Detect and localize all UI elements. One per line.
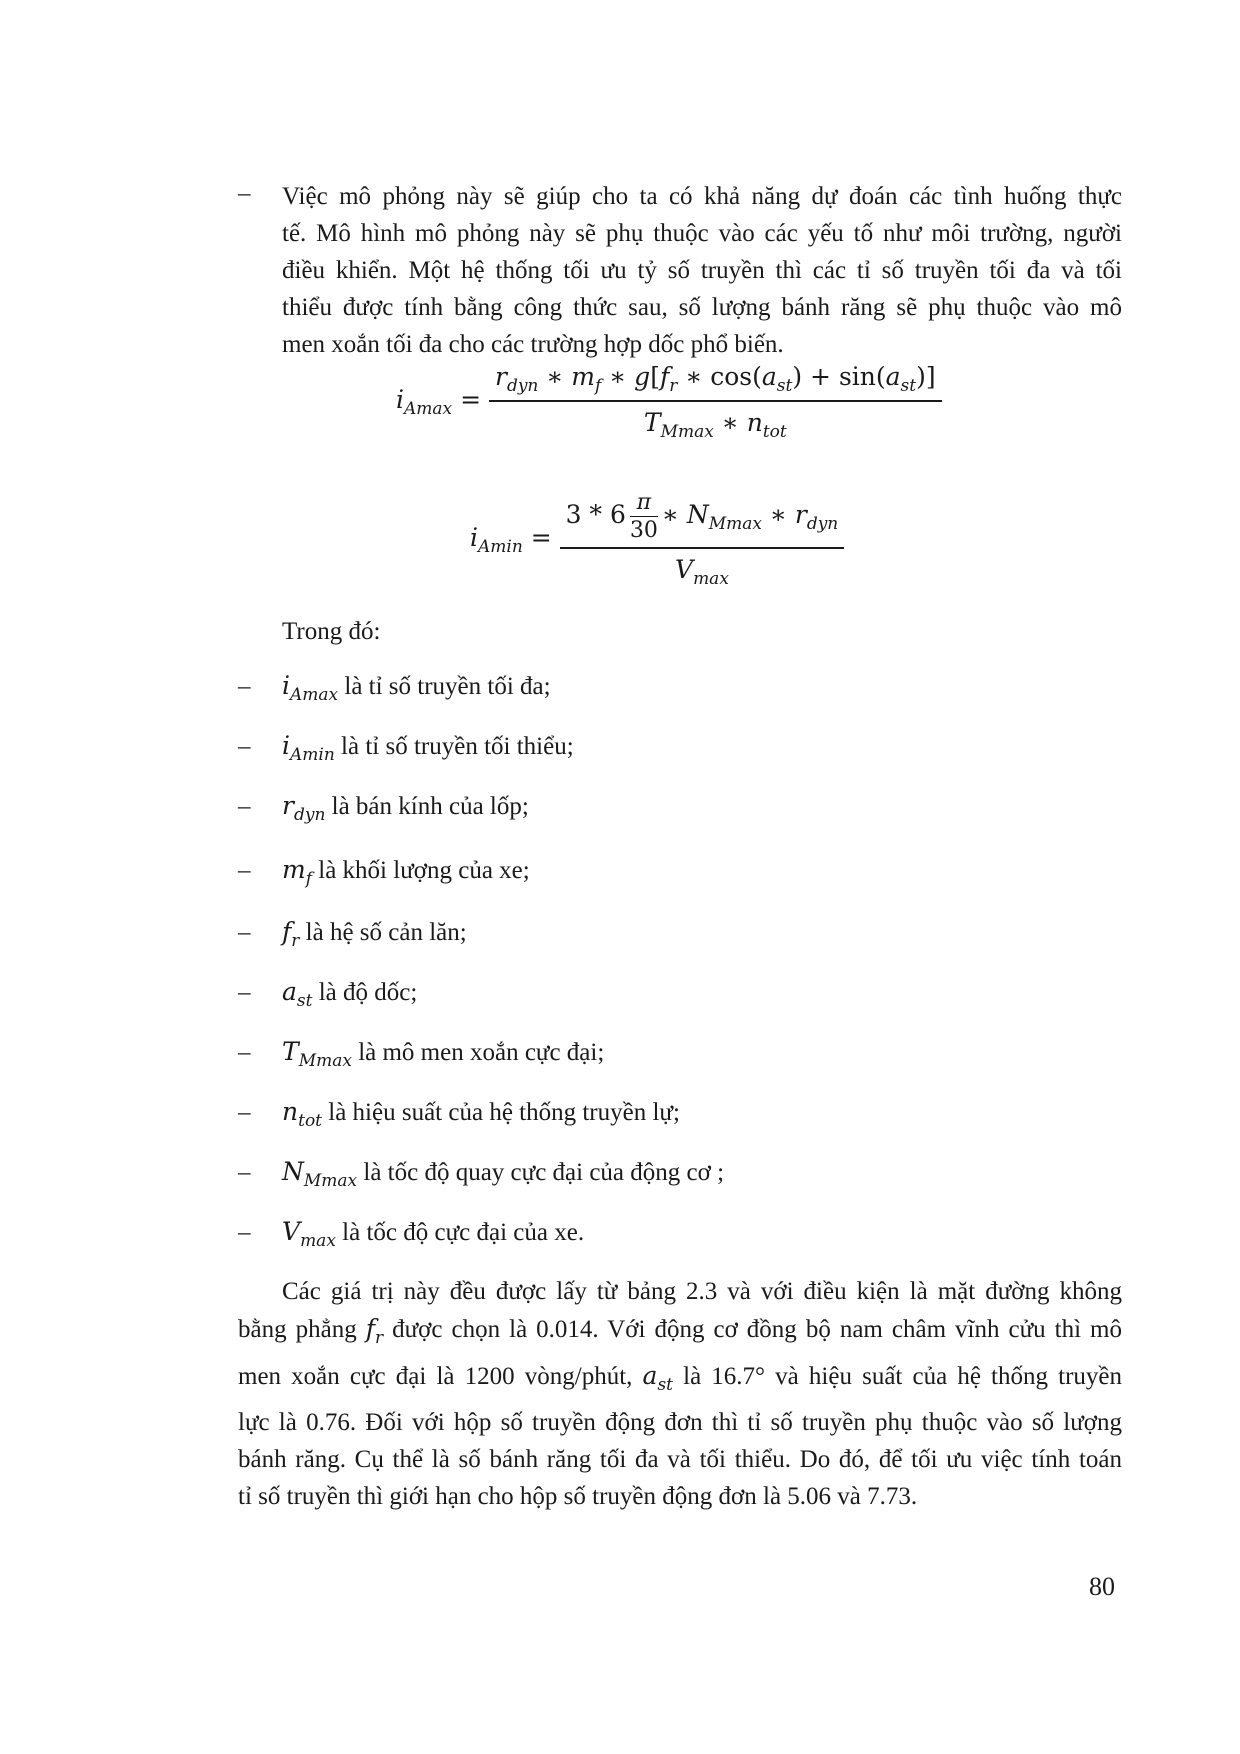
formula-iamin-numerator: 3 * 6 $\frac{\pi}{30}$ ∗ $N_{Mmax}$ ∗ $r_{dyn}$ [560, 490, 845, 549]
intro-bullet-text [282, 178, 1122, 363]
closing-line-2: bằng phẳng $f_r$ được chọn là 0.014. Với động cơ đồng bộ nam châm vĩnh cửu thì mô [238, 1314, 1122, 1348]
definition-item: $r_{dyn}$ là bán kính của lốp; [282, 791, 529, 825]
definition-item: $i_{Amax}$ là tỉ số truyền tối đa; [282, 671, 551, 705]
def-dash: – [238, 979, 251, 1006]
intro-line-2: tế. Mô hình mô phỏng này sẽ phụ thuộc vào các yếu tố như môi trường, người [282, 220, 1122, 247]
definition-item: $V_{max}$ là tốc độ cực đại của xe. [282, 1217, 585, 1251]
definition-item: $i_{Amin}$ là tỉ số truyền tối thiểu; [282, 731, 574, 765]
pi-over-30: $\frac{\pi}{30}$ [629, 490, 658, 543]
formula-iamin [470, 490, 844, 589]
formula-iamin-fraction [560, 490, 845, 589]
formula-iamax-fraction [489, 362, 942, 442]
definition-item: $n_{tot}$ là hiệu suất của hệ thống truyền lự; [282, 1097, 680, 1131]
formula-iamin-denominator: $V_{max}$ [675, 555, 729, 589]
def-dash: – [238, 673, 251, 700]
def-dash: – [238, 1219, 251, 1246]
def-dash: – [238, 857, 251, 884]
formula-iamin-lhs: $i_{Amin}$ = [470, 522, 552, 557]
def-dash: – [238, 793, 251, 820]
where-label: Trong đó: [282, 618, 381, 645]
definition-item: $a_{st}$ là độ dốc; [282, 977, 418, 1011]
closing-paragraph [238, 1273, 1122, 1515]
intro-line-5: men xoắn tối đa cho các trường hợp dốc phổ biến. [282, 331, 784, 358]
page-number: 80 [1089, 1572, 1115, 1601]
bullet-dash: – [238, 180, 251, 207]
formula-iamax-denominator: $T_{Mmax}$ ∗ $n_{tot}$ [643, 408, 787, 442]
closing-line-1: Các giá trị này đều được lấy từ bảng 2.3 và với điều kiện là mặt đường không [282, 1278, 1122, 1305]
definition-item: $f_r$ là hệ số cản lăn; [282, 917, 467, 951]
formula-iamax-lhs: $i_{Amax}$ = [396, 385, 482, 419]
intro-line-3: điều khiển. Một hệ thống tối ưu tỷ số truyền thì các tỉ số truyền tối đa và tối [282, 257, 1122, 284]
closing-line-3: men xoắn cực đại là 1200 vòng/phút, $a_{st}$ là 16.7° và hiệu suất của hệ thống truyền [238, 1361, 1122, 1395]
def-dash: – [238, 1039, 251, 1066]
formula-iamax [396, 362, 942, 442]
intro-line-4: thiểu được tính bằng công thức sau, số lượng bánh răng sẽ phụ thuộc vào mô [282, 294, 1122, 321]
definition-item: $T_{Mmax}$ là mô men xoắn cực đại; [282, 1037, 605, 1071]
closing-line-5: bánh răng. Cụ thể là số bánh răng tối đa và tối thiểu. Do đó, để tối ưu việc tính toán [238, 1446, 1122, 1473]
closing-line-4: lực là 0.76. Đối với hộp số truyền động đơn thì tỉ số truyền phụ thuộc vào số lượng [238, 1409, 1122, 1436]
def-dash: – [238, 1099, 251, 1126]
definition-item: $m_f$ là khối lượng của xe; [282, 855, 530, 889]
intro-line-1: Việc mô phỏng này sẽ giúp cho ta có khả năng dự đoán các tình huống thực [282, 183, 1122, 210]
def-dash: – [238, 1159, 251, 1186]
def-dash: – [238, 919, 251, 946]
formula-iamax-numerator: $r_{dyn}$ ∗ $m_f$ ∗ $g[f_r$ ∗ $\cos(a_{st}) + \sin(a_{st})$] [489, 362, 942, 402]
definition-item: $N_{Mmax}$ là tốc độ quay cực đại của động cơ ; [282, 1157, 725, 1191]
closing-line-6: tỉ số truyền thì giới hạn cho hộp số truyền động đơn là 5.06 và 7.73. [238, 1483, 918, 1510]
def-dash: – [238, 733, 251, 760]
